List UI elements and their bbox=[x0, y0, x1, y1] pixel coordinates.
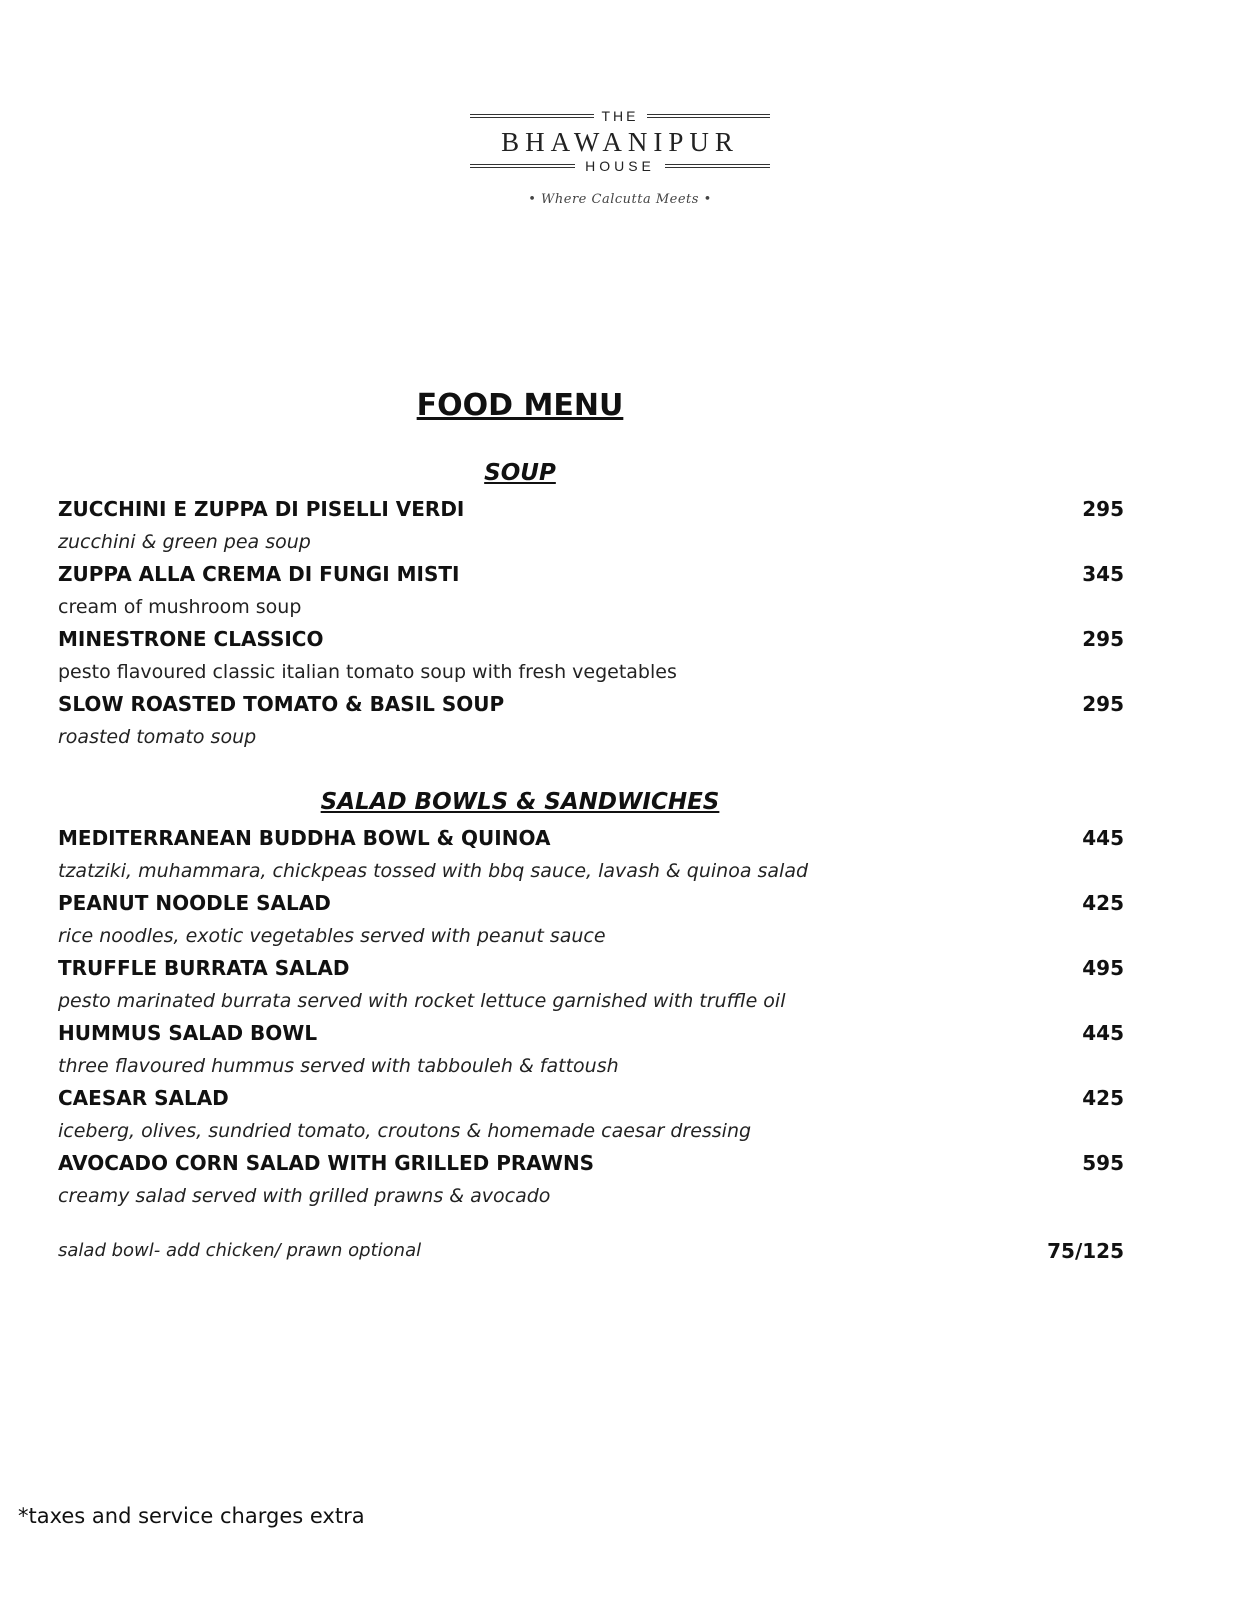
item-description: pesto marinated burrata served with rocket lettuce garnished with truffle oil bbox=[58, 990, 786, 1012]
logo-rule bbox=[470, 114, 594, 118]
item-description: creamy salad served with grilled prawns & avocado bbox=[58, 1185, 551, 1207]
section-title-salads: SALAD BOWLS & SANDWICHES bbox=[320, 789, 720, 815]
menu-title: FOOD MENU bbox=[416, 388, 624, 423]
item-name: MINESTRONE CLASSICO bbox=[58, 627, 324, 651]
item-name: TRUFFLE BURRATA SALAD bbox=[58, 956, 350, 980]
item-name: CAESAR SALAD bbox=[58, 1086, 229, 1110]
logo-top-row bbox=[470, 108, 770, 124]
add-on-note bbox=[58, 1236, 1124, 1266]
logo-rule bbox=[665, 164, 770, 168]
item-price: 445 bbox=[1082, 1021, 1124, 1045]
logo-name: BHAWANIPUR bbox=[501, 127, 739, 157]
item-price: 495 bbox=[1082, 956, 1124, 980]
section-title-soup: SOUP bbox=[484, 460, 556, 486]
item-price: 425 bbox=[1082, 891, 1124, 915]
menu-item bbox=[58, 952, 1124, 1017]
brand-logo bbox=[470, 108, 770, 207]
logo-house: HOUSE bbox=[585, 158, 655, 174]
menu-item bbox=[58, 1147, 1124, 1212]
logo-rule bbox=[647, 114, 771, 118]
item-description: three flavoured hummus served with tabbouleh & fattoush bbox=[58, 1055, 619, 1077]
soup-items bbox=[58, 493, 1124, 753]
item-name: PEANUT NOODLE SALAD bbox=[58, 891, 331, 915]
item-name: SLOW ROASTED TOMATO & BASIL SOUP bbox=[58, 692, 505, 716]
logo-bottom-row bbox=[470, 158, 770, 174]
item-price: 445 bbox=[1082, 826, 1124, 850]
item-price: 345 bbox=[1082, 562, 1124, 586]
item-name: ZUPPA ALLA CREMA DI FUNGI MISTI bbox=[58, 562, 460, 586]
logo-rule bbox=[470, 164, 575, 168]
menu-item bbox=[58, 822, 1124, 887]
item-name: HUMMUS SALAD BOWL bbox=[58, 1021, 318, 1045]
item-name: ZUCCHINI E ZUPPA DI PISELLI VERDI bbox=[58, 497, 465, 521]
item-description: cream of mushroom soup bbox=[58, 596, 302, 618]
item-description: iceberg, olives, sundried tomato, croutons & homemade caesar dressing bbox=[58, 1120, 752, 1142]
note-price: 75/125 bbox=[1047, 1239, 1124, 1263]
menu-item bbox=[58, 1082, 1124, 1147]
item-description: zucchini & green pea soup bbox=[58, 531, 311, 553]
item-price: 295 bbox=[1082, 627, 1124, 651]
menu-item bbox=[58, 1017, 1124, 1082]
menu-item bbox=[58, 688, 1124, 753]
item-description: roasted tomato soup bbox=[58, 726, 257, 748]
logo-the: THE bbox=[601, 108, 639, 124]
item-name: AVOCADO CORN SALAD WITH GRILLED PRAWNS bbox=[58, 1151, 595, 1175]
item-price: 295 bbox=[1082, 497, 1124, 521]
footer-note: *taxes and service charges extra bbox=[18, 1504, 365, 1528]
menu-item bbox=[58, 558, 1124, 623]
item-description: rice noodles, exotic vegetables served with peanut sauce bbox=[58, 925, 606, 947]
menu-item bbox=[58, 887, 1124, 952]
logo-tagline: • Where Calcutta Meets • bbox=[528, 192, 712, 207]
item-price: 595 bbox=[1082, 1151, 1124, 1175]
item-description: tzatziki, muhammara, chickpeas tossed with bbq sauce, lavash & quinoa salad bbox=[58, 860, 809, 882]
menu-item bbox=[58, 623, 1124, 688]
item-description: pesto flavoured classic italian tomato soup with fresh vegetables bbox=[58, 661, 677, 683]
note-text: salad bowl- add chicken/ prawn optional bbox=[58, 1240, 422, 1261]
menu-item bbox=[58, 493, 1124, 558]
item-price: 295 bbox=[1082, 692, 1124, 716]
item-price: 425 bbox=[1082, 1086, 1124, 1110]
item-name: MEDITERRANEAN BUDDHA BOWL & QUINOA bbox=[58, 826, 551, 850]
salad-items bbox=[58, 822, 1124, 1212]
